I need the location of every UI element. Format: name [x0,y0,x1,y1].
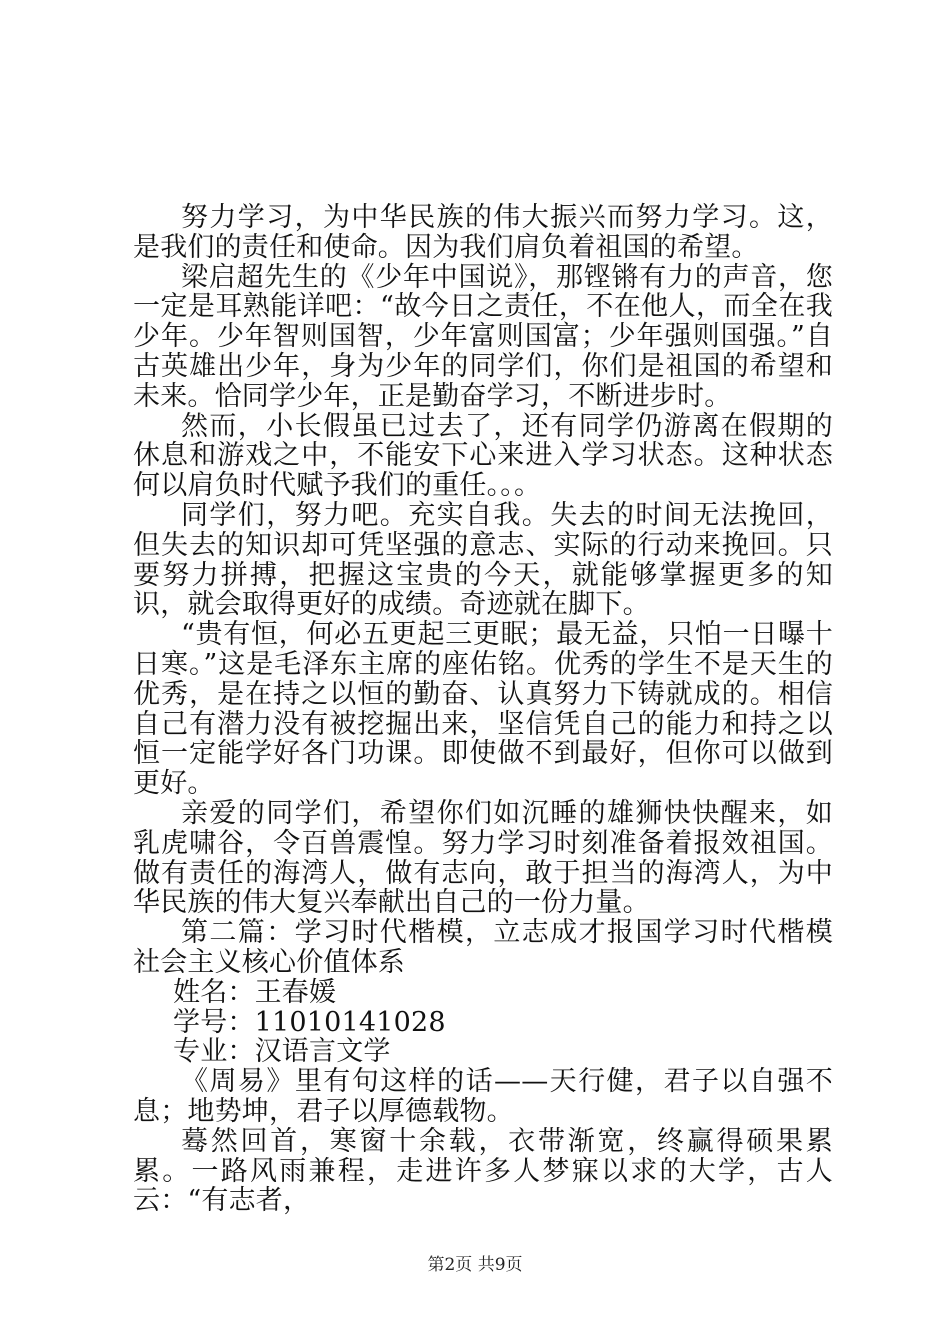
paragraph-6: 亲爱的同学们，希望你们如沉睡的雄狮快快醒来，如乳虎啸谷，令百兽震惶。努力学习时刻准备着报效祖国。做有责任的海湾人，做有志向，敢于担当的海湾人，为中华民族的伟大复兴奉献出自己的一份力量。 [133,797,833,919]
paragraph-7: 《周易》里有句这样的话——天行健，君子以自强不息；地势坤，君子以厚德载物。 [133,1066,833,1127]
paragraph-2: 梁启超先生的《少年中国说》，那铿锵有力的声音，您一定是耳熟能详吧：“故今日之责任，不在他人，而全在我少年。少年智则国智，少年富则国富；少年强则国强。”自古英雄出少年，身为少年的同学们，你们是祖国的希望和未来。恰同学少年，正是勤奋学习，不断进步时。 [133,261,833,412]
paragraph-5: “贵有恒，何必五更起三更眠；最无益，只怕一日曝十日寒。”这是毛泽东主席的座佑铭。优秀的学生不是天生的优秀，是在持之以恒的勤奋、认真努力下铸就成的。相信自己有潜力没有被挖掘出来，坚信凭自己的能力和持之以恒一定能学好各门功课。即使做不到最好，但你可以做到更好。 [133,619,833,800]
paragraph-8: 蓦然回首，寒窗十余载，衣带渐宽，终赢得硕果累累。一路风雨兼程，走进许多人梦寐以求的大学，古人云：“有志者， [133,1125,833,1217]
author-name: 姓名：王春媛 [173,976,337,1008]
student-id: 学号：11010141028 [173,1006,446,1038]
document-body [133,203,833,1216]
page-number-footer: 第2页 共9页 [427,1255,523,1275]
paragraph-3: 然而，小长假虽已过去了，还有同学仍游离在假期的休息和游戏之中，不能安下心来进入学习状态。这种状态何以肩负时代赋予我们的重任。。。 [133,410,833,502]
section-heading: 第二篇：学习时代楷模，立志成才报国学习时代楷模社会主义核心价值体系 [133,917,833,978]
paragraph-1: 努力学习，为中华民族的伟大振兴而努力学习。这，是我们的责任和使命。因为我们肩负着祖国的希望。 [133,202,833,263]
major: 专业：汉语言文学 [173,1036,391,1068]
paragraph-4: 同学们，努力吧。充实自我。失去的时间无法挽回，但失去的知识却可凭坚强的意志、实际的行动来挽回。只要努力拼搏，把握这宝贵的今天，就能够掌握更多的知识，就会取得更好的成绩。奇迹就在脚下。 [133,499,833,621]
